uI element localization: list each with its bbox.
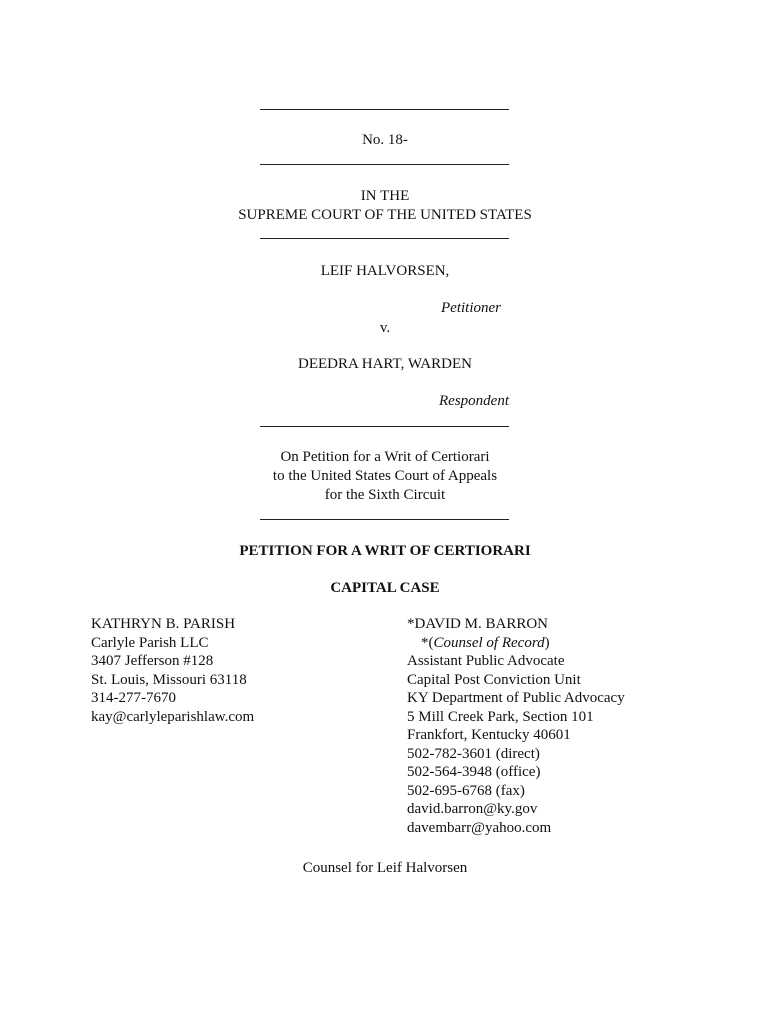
record-note-prefix: *( [421,634,434,651]
petitioner-name: LEIF HALVORSEN, [320,263,450,279]
counsel-left-block [91,615,254,726]
caption-rule-4 [260,426,509,427]
caption-rule-top [260,109,509,110]
counsel-for: Counsel for Leif Halvorsen [302,860,468,876]
petitioner-role: Petitioner [441,300,501,316]
caption-rule-3 [260,238,509,239]
counsel-right-email-2: davembarr@yahoo.com [407,819,552,836]
respondent-role: Respondent [439,393,509,409]
case-number: No. 18- [362,132,408,148]
court-line-1: IN THE [360,188,410,204]
document-title: PETITION FOR A WRIT OF CERTIORARI [239,543,531,559]
caption-rule-bottom [260,519,509,520]
counsel-right-phone-direct: 502-782-3601 (direct) [407,745,540,762]
counsel-left-address-2: St. Louis, Missouri 63118 [91,671,247,688]
counsel-right-name: *DAVID M. BARRON [407,616,548,632]
counsel-right-unit: Capital Post Conviction Unit [407,671,581,688]
record-note-text: Counsel of Record [433,634,545,651]
counsel-right-address-2: Frankfort, Kentucky 40601 [407,727,571,743]
counsel-right-address-1: 5 Mill Creek Park, Section 101 [407,708,594,725]
versus: v. [379,320,391,336]
counsel-left-email: kay@carlyleparishlaw.com [91,708,255,725]
caption-rule-2 [260,164,509,165]
counsel-left-phone: 314-277-7670 [91,690,176,706]
counsel-left-firm: Carlyle Parish LLC [91,634,209,651]
counsel-right-email-1: david.barron@ky.gov [407,801,538,817]
record-note-suffix: ) [544,634,550,651]
respondent-name: DEEDRA HART, WARDEN [298,356,472,372]
counsel-right-fax: 502-695-6768 (fax) [407,782,525,799]
petition-line-2: to the United States Court of Appeals [272,468,498,484]
counsel-right-department: KY Department of Public Advocacy [407,690,625,706]
court-line-2: SUPREME COURT OF THE UNITED STATES [238,207,532,223]
counsel-right-block [407,615,625,837]
counsel-left-address-1: 3407 Jefferson #128 [91,653,214,669]
counsel-left-name: KATHRYN B. PARISH [91,616,236,632]
petition-line-1: On Petition for a Writ of Certiorari [280,449,490,465]
counsel-of-record-note [407,634,625,653]
counsel-right-title: Assistant Public Advocate [407,653,565,669]
petition-line-3: for the Sixth Circuit [324,487,446,503]
counsel-right-phone-office: 502-564-3948 (office) [407,764,541,780]
case-type: CAPITAL CASE [330,580,440,596]
